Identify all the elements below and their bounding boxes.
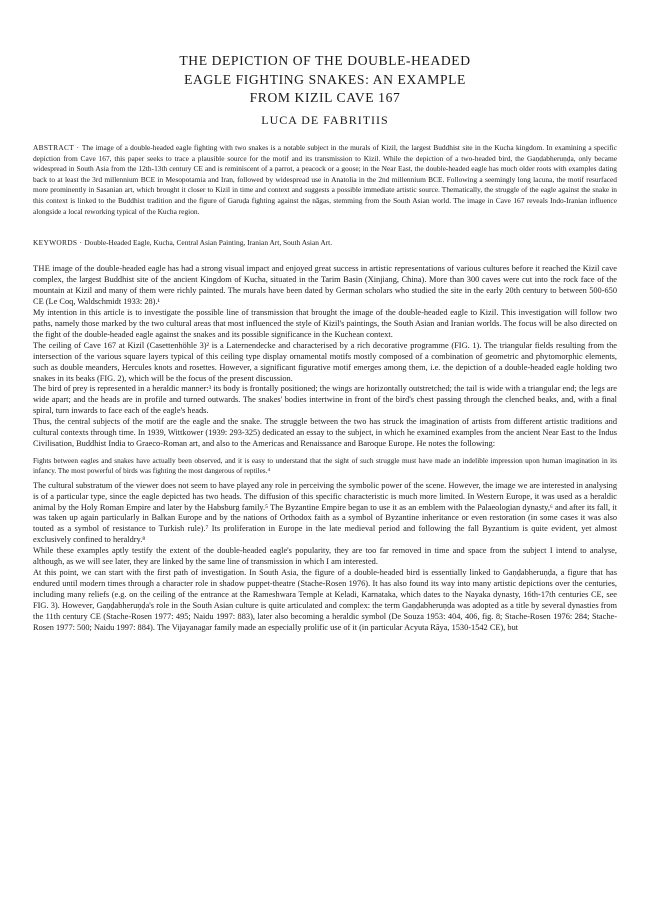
keywords (33, 238, 617, 249)
block-quote: Fights between eagles and snakes have actually been observed, and it is easy to understand that the sight of such struggle must have made an indelible impression upon human imagination in its infancy. The most powerful of birds was fighting the most dangerous of reptiles.⁴ (33, 456, 617, 476)
paragraph-4: The bird of prey is represented in a heraldic manner:³ its body is frontally positioned; the wings are horizontally outstretched; the tail is wide with a triangular end; the legs are wide apart; and the heads are in profile and turned outwards. The snakes' bodies intertwine in front of the bird's chest passing through the clenched beaks, and, with a final spiral, turn inwards to face each of the eagle's heads. (33, 384, 617, 416)
paragraph-3: The ceiling of Cave 167 at Kizil (Casettenhöhle 3)² is a Laternendecke and characterised by a rich decorative programme (FIG. 1). The triangular fields resulting from the intersection of the various square layers typical of this ceiling type display ornamental motifs mostly composed of a combination of geometric and phytomorphic elements, such as double meanders, Hercules knots and rosettes. However, a significant figurative motif emerges among them, i.e. the depiction of a double-headed eagle holding two snakes in its beaks (FIG. 2), which will be the focus of the present discussion. (33, 340, 617, 383)
paragraph-7: While these examples aptly testify the extent of the double-headed eagle's popularity, they are too far removed in time and space from the subject I intend to analyse, although, as we will see later, they are linked by the same line of transmission in which I am interested. (33, 546, 617, 567)
keywords-label: KEYWORDS · (33, 238, 85, 247)
paragraph-8: At this point, we can start with the first path of investigation. In South Asia, the figure of a double-headed bird is essentially linked to Gaṇḍabheruṇḍa, a figure that has endured until modern times through a character role in shadow puppet-theatre (Stache-Rosen 1976). It has also found its way into many artistic depictions over the centuries, including many reliefs (e.g. on the ceiling of the entrance at the Rameshwara Temple at Keladi, Karnataka, which dates to the Nayaka dynasty, 16th-17th centuries CE, see FIG. 3). However, Gaṇḍabheruṇḍa's role in the South Asian culture is quite articulated and complex: the term Gaṇḍabheruṇḍa was adopted as a title by several dynasties from the 11th century CE (Stache-Rosen 1977: 495; Naidu 1997: 883), later also becoming a heraldic symbol (De Souza 1953: 404, 406, fig. 8; Stache-Rosen 1976: 284; Stache-Rosen 1977: 500; Naidu 1997: 884). The Vijayanagar family made an especially prolific use of it (in particular Acyuta Rāya, 1530-1542 CE), but (33, 568, 617, 632)
paragraph-6: The cultural substratum of the viewer does not seem to have played any role in perceiving the symbolic power of the scene. However, the image we are interested in analysing is of a particular type, since the eagle depicted has two heads. The diffusion of this specific characteristic is much more limited. In Western Europe, it was used as a heraldic animal by the Holy Roman Empire and later by the Habsburg family.⁵ The Byzantine Empire began to use it as an emblem with the Palaeologian dynasty,⁶ and after its fall, it was taken up again particularly in Balkan Europe and by the nations of Orthodox faith as a symbol of Byzantine inheritance or even restoration (in some cases it was also touted as a symbol of resistance to Turkish rule).⁷ Its proliferation in Europe in the late medieval period and following the fall Byzantium is quite evident, yet almost exclusively confined to heraldry.⁸ (33, 480, 617, 545)
abstract-text: The image of a double-headed eagle fighting with two snakes is a notable subject in the murals of Kizil, the largest Buddhist site in the Kucha kingdom. In examining a specific depiction from Cave 167, this paper seeks to trace a plausible source for the motif and its transmission to Kizil. While the depiction of a two-headed bird, the Gaṇḍabheruṇḍa, only became widespread in South Asia from the 12th-13th century CE and is reminiscent of a parrot, a peacock or a goose; in the Near East, the double-headed eagle has much older roots with examples dating back to at least the 3rd millennium BCE in Mesopotamia and Iran, followed by widespread use in Anatolia in the 2nd millennium BCE. Following a seemingly long lacuna, the motif resurfaced more prominently in Sasanian art, which brought it closer to Kizil in time and context and suggests a possible immediate artistic source. Thematically, the struggle of the eagle against the snake in this context is linked to the Buddhist tradition and the figure of Garuḍa fighting against the nāgas, stemming from the South Asian world. The image in Cave 167 reveals Indo-Iranian influence alongside a local reworking typical of the Kucha region. (33, 143, 617, 216)
article-title: THE DEPICTION OF THE DOUBLE-HEADED EAGLE FIGHTING SNAKES: AN EXAMPLE FROM KIZIL CAVE 167 (179, 53, 471, 106)
article-author: LUCA DE FABRITIIS (261, 113, 389, 127)
lead-word: THE (33, 264, 51, 273)
abstract-label: ABSTRACT · (33, 143, 82, 152)
keywords-text: Double-Headed Eagle, Kucha, Central Asian Painting, Iranian Art, South Asian Art. (84, 238, 333, 247)
paragraph-2: My intention in this article is to investigate the possible line of transmission that brought the image of the double-headed eagle to Kizil. This investigation will follow two paths, namely those marked by the two cultural areas that most influenced the style of Kizil's paintings, the South Asian and Iranian worlds. The focus will be also directed on the fight of the double-headed eagle against the snakes and its possible significance in the Kuchean context. (33, 307, 617, 339)
paragraph-5: Thus, the central subjects of the motif are the eagle and the snake. The struggle between the two has struck the imagination of artists from different artistic traditions and cultural contexts through time. In 1939, Wittkower (1939: 293-325) dedicated an essay to the subject, in which he examined examples from the ancient Near East to the Indus Civilisation, Buddhist India to Graeco-Roman art, and also to the Americas and Renaissance and Baroque Europe. He notes the following: (33, 417, 617, 449)
paragraph-1-text: image of the double-headed eagle has had a strong visual impact and enjoyed great success in artistic representations of various cultures before it reached the Kizil cave complex, the largest Buddhist site of the ancient Kingdom of Kucha, situated in the Tarim Basin (Xinjiang, China). More than 300 caves were cut into the rock face of the mountain at Kizil and many of them were richly painted. The murals have been dated by German scholars who studied the site in the early 20th century to between 500-650 CE (Le Coq, Waldschmidt 1933: 28).¹ (33, 264, 617, 306)
paragraph-1 (33, 264, 617, 308)
abstract (33, 143, 617, 217)
article-body (33, 264, 617, 634)
